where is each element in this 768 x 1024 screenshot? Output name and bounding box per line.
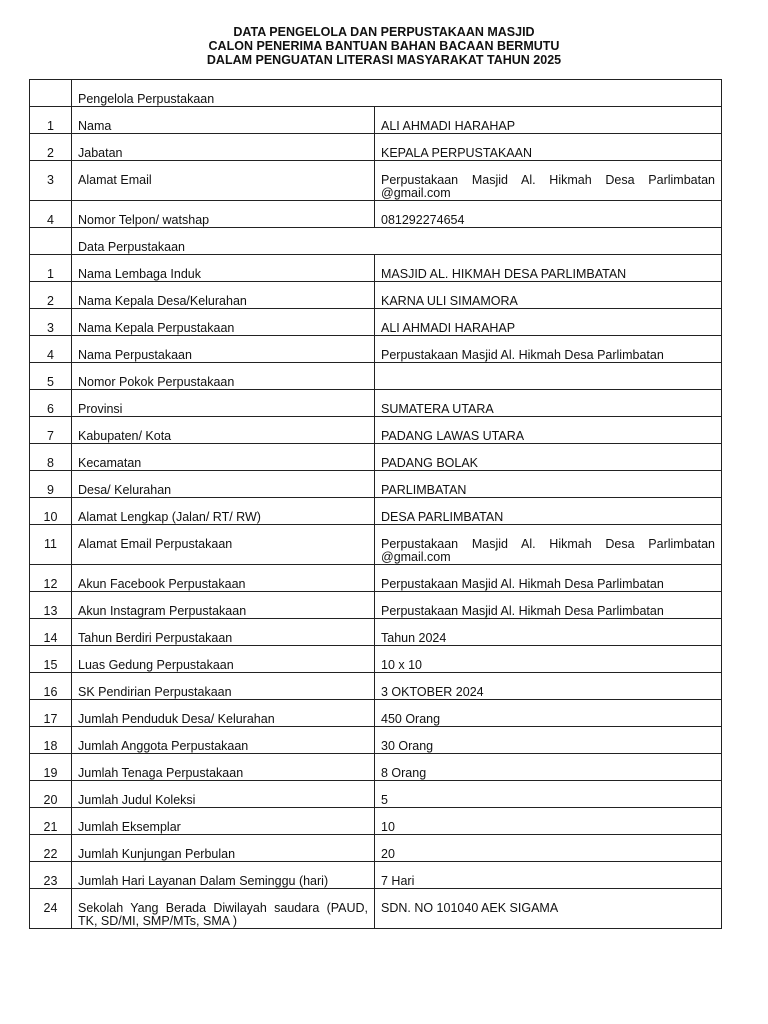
row-number: 8 <box>30 444 72 471</box>
section-header-row <box>30 228 722 255</box>
row-number: 1 <box>30 107 72 134</box>
table-row <box>30 525 722 565</box>
row-number: 2 <box>30 282 72 309</box>
row-label: Nama Kepala Desa/Kelurahan <box>72 282 375 309</box>
table-row <box>30 727 722 754</box>
section-heading: Data Perpustakaan <box>72 228 722 255</box>
row-value: Tahun 2024 <box>375 619 722 646</box>
row-label: Akun Instagram Perpustakaan <box>72 592 375 619</box>
table-row <box>30 107 722 134</box>
row-label: Alamat Lengkap (Jalan/ RT/ RW) <box>72 498 375 525</box>
table-row <box>30 835 722 862</box>
row-number: 12 <box>30 565 72 592</box>
row-value: 10 x 10 <box>375 646 722 673</box>
data-table <box>29 79 722 929</box>
row-value: 3 OKTOBER 2024 <box>375 673 722 700</box>
row-value: SUMATERA UTARA <box>375 390 722 417</box>
row-number: 4 <box>30 201 72 228</box>
row-value: Perpustakaan Masjid Al. Hikmah Desa Parlimbatan <box>375 592 722 619</box>
table-row <box>30 471 722 498</box>
row-value: PARLIMBATAN <box>375 471 722 498</box>
table-row <box>30 282 722 309</box>
row-number: 5 <box>30 363 72 390</box>
row-value: 20 <box>375 835 722 862</box>
table-row <box>30 134 722 161</box>
table-row <box>30 444 722 471</box>
table-row <box>30 862 722 889</box>
row-number: 10 <box>30 498 72 525</box>
table-row <box>30 255 722 282</box>
table-row <box>30 673 722 700</box>
row-label: Nomor Pokok Perpustakaan <box>72 363 375 390</box>
table-row <box>30 619 722 646</box>
row-value: ALI AHMADI HARAHAP <box>375 309 722 336</box>
title-line-2: CALON PENERIMA BANTUAN BAHAN BACAAN BERMUTU <box>208 39 560 53</box>
row-label: Jumlah Penduduk Desa/ Kelurahan <box>72 700 375 727</box>
table-row <box>30 646 722 673</box>
row-value: 450 Orang <box>375 700 722 727</box>
row-number: 16 <box>30 673 72 700</box>
row-label: Jumlah Hari Layanan Dalam Seminggu (hari) <box>72 862 375 889</box>
row-value: 7 Hari <box>375 862 722 889</box>
row-value: PADANG LAWAS UTARA <box>375 417 722 444</box>
table-row <box>30 565 722 592</box>
row-value: Perpustakaan Masjid Al. Hikmah Desa Parlimbatan <box>375 336 722 363</box>
row-label: Nama Perpustakaan <box>72 336 375 363</box>
row-number: 3 <box>30 309 72 336</box>
row-value: PADANG BOLAK <box>375 444 722 471</box>
title-line-1: DATA PENGELOLA DAN PERPUSTAKAAN MASJID <box>233 25 535 39</box>
table-row <box>30 592 722 619</box>
section-number-cell <box>30 80 72 107</box>
row-label: Akun Facebook Perpustakaan <box>72 565 375 592</box>
row-number: 23 <box>30 862 72 889</box>
table-row <box>30 498 722 525</box>
row-label: Provinsi <box>72 390 375 417</box>
table-row <box>30 781 722 808</box>
title-line-3: DALAM PENGUATAN LITERASI MASYARAKAT TAHUN 2025 <box>206 53 562 67</box>
row-label: Desa/ Kelurahan <box>72 471 375 498</box>
row-number: 17 <box>30 700 72 727</box>
table-row <box>30 700 722 727</box>
row-number: 19 <box>30 754 72 781</box>
table-row <box>30 161 722 201</box>
table-row <box>30 754 722 781</box>
row-number: 6 <box>30 390 72 417</box>
row-number: 24 <box>30 889 72 929</box>
row-value: MASJID AL. HIKMAH DESA PARLIMBATAN <box>375 255 722 282</box>
row-value: KEPALA PERPUSTAKAAN <box>375 134 722 161</box>
row-label: Jumlah Kunjungan Perbulan <box>72 835 375 862</box>
row-label: Nomor Telpon/ watshap <box>72 201 375 228</box>
row-label: Kabupaten/ Kota <box>72 417 375 444</box>
row-value: Perpustakaan Masjid Al. Hikmah Desa Parlimbatan @gmail.com <box>375 525 722 565</box>
row-label: Jumlah Tenaga Perpustakaan <box>72 754 375 781</box>
document-title <box>0 25 768 67</box>
row-number: 20 <box>30 781 72 808</box>
row-label: Alamat Email <box>72 161 375 201</box>
section-header-row <box>30 80 722 107</box>
row-value: SDN. NO 101040 AEK SIGAMA <box>375 889 722 929</box>
row-number: 13 <box>30 592 72 619</box>
row-value: 30 Orang <box>375 727 722 754</box>
row-label: Jabatan <box>72 134 375 161</box>
row-label: Nama Lembaga Induk <box>72 255 375 282</box>
row-number: 21 <box>30 808 72 835</box>
section-number-cell <box>30 228 72 255</box>
table-row <box>30 808 722 835</box>
row-number: 14 <box>30 619 72 646</box>
row-value: KARNA ULI SIMAMORA <box>375 282 722 309</box>
row-label: SK Pendirian Perpustakaan <box>72 673 375 700</box>
row-label: Jumlah Judul Koleksi <box>72 781 375 808</box>
row-label: Kecamatan <box>72 444 375 471</box>
row-label: Alamat Email Perpustakaan <box>72 525 375 565</box>
row-label: Luas Gedung Perpustakaan <box>72 646 375 673</box>
row-value <box>375 363 722 390</box>
section-heading: Pengelola Perpustakaan <box>72 80 722 107</box>
row-label: Nama <box>72 107 375 134</box>
row-label: Jumlah Anggota Perpustakaan <box>72 727 375 754</box>
row-label: Sekolah Yang Berada Diwilayah saudara (PAUD, TK, SD/MI, SMP/MTs, SMA ) <box>72 889 375 929</box>
row-number: 1 <box>30 255 72 282</box>
row-value: Perpustakaan Masjid Al. Hikmah Desa Parlimbatan <box>375 565 722 592</box>
row-value: ALI AHMADI HARAHAP <box>375 107 722 134</box>
row-number: 2 <box>30 134 72 161</box>
row-number: 18 <box>30 727 72 754</box>
row-label: Nama Kepala Perpustakaan <box>72 309 375 336</box>
table-row <box>30 363 722 390</box>
row-number: 3 <box>30 161 72 201</box>
row-number: 11 <box>30 525 72 565</box>
row-number: 7 <box>30 417 72 444</box>
table-row <box>30 201 722 228</box>
row-value: 081292274654 <box>375 201 722 228</box>
table-row <box>30 309 722 336</box>
row-value: 8 Orang <box>375 754 722 781</box>
row-label: Jumlah Eksemplar <box>72 808 375 835</box>
table-row <box>30 889 722 929</box>
row-label: Tahun Berdiri Perpustakaan <box>72 619 375 646</box>
table-row <box>30 390 722 417</box>
row-number: 9 <box>30 471 72 498</box>
row-number: 15 <box>30 646 72 673</box>
row-value: DESA PARLIMBATAN <box>375 498 722 525</box>
row-number: 4 <box>30 336 72 363</box>
row-value: 5 <box>375 781 722 808</box>
row-number: 22 <box>30 835 72 862</box>
data-table-body <box>30 80 722 929</box>
table-row <box>30 417 722 444</box>
row-value: 10 <box>375 808 722 835</box>
row-value: Perpustakaan Masjid Al. Hikmah Desa Parlimbatan @gmail.com <box>375 161 722 201</box>
table-row <box>30 336 722 363</box>
